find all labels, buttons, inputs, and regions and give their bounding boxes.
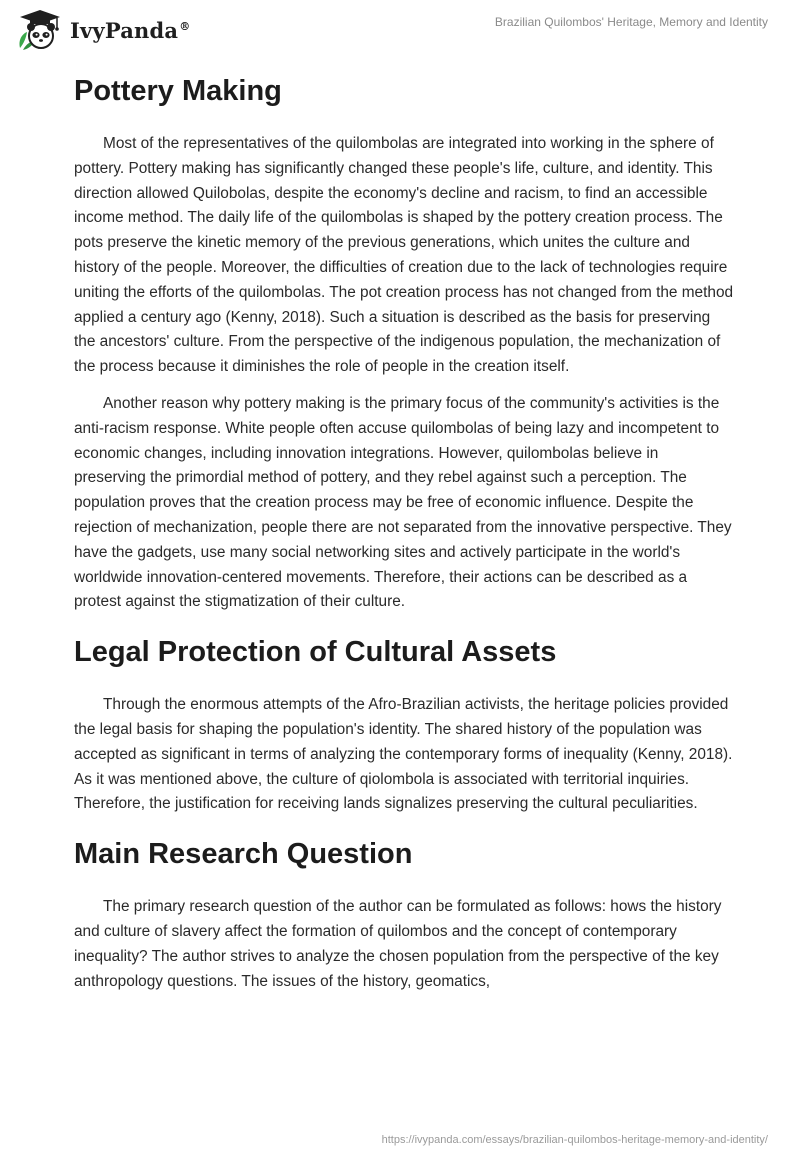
source-url-link[interactable]: https://ivypanda.com/essays/brazilian-quilombos-heritage-memory-and-identity/	[381, 1134, 768, 1146]
paragraph: Another reason why pottery making is the primary focus of the community's activities is the anti-racism response. White people often accuse quilombolas of being lazy and incompetent to economic changes, including innovation integrations. However, quilombolas believe in preserving the primordial method of pottery, and they rebel against such a perception. The population proves that the creation process may be free of economic influence. Despite the rejection of mechanization, people there are not separated from the innovative perspective. They have the gadgets, use many social networking sites and actively participate in the world's worldwide innovation-centered movements. Therefore, their actions can be described as a protest against the stigmatization of their culture.	[74, 394, 732, 611]
panda-graduate-icon	[14, 8, 66, 52]
paragraph: Through the enormous attempts of the Afro-Brazilian activists, the heritage policies provided the legal basis for shaping the population's identity. The shared history of the population was accepted as significant in terms of analyzing the contemporary forms of inequality (Kenny, 2018). As it was mentioned above, the culture of qiolombola is associated with territorial inquiries. Therefore, the justification for receiving lands signalizes preserving the cultural peculiarities.	[74, 696, 733, 813]
paragraph: Most of the representatives of the quilombolas are integrated into working in the sphere of pottery. Pottery making has significantly changed these people's life, culture, and identity. This direction allowed Quilobolas, despite the economy's decline and racism, to find an accessible income method. The daily life of the quilombolas is shaped by the pottery creation process. The pots preserve the kinetic memory of the previous generations, which unites the culture and history of the people. Moreover, the difficulties of creation due to the lack of technologies require uniting the efforts of the quilombolas. The pot creation process has not changed from the method applied a century ago (Kenny, 2018). Such a situation is described as the basis for preserving the ancestors' culture. From the perspective of the indigenous population, the mechanization of the process because it diminishes the role of people in the creation itself.	[74, 135, 734, 376]
brand-name: IvyPanda®	[70, 17, 191, 43]
section-heading-main-research-question: Main Research Question	[74, 838, 413, 871]
section-heading-legal-protection: Legal Protection of Cultural Assets	[74, 636, 557, 669]
ivypanda-logo[interactable]	[14, 8, 190, 52]
document-title: Brazilian Quilombos' Heritage, Memory and Identity	[494, 15, 768, 29]
page-header	[0, 0, 800, 60]
section-heading-pottery-making: Pottery Making	[74, 75, 282, 107]
registered-mark: ®	[179, 19, 191, 33]
essay-content	[74, 72, 734, 994]
paragraph: The primary research question of the author can be formulated as follows: hows the history and culture of slavery affect the formation of quilombos and the concept of contemporary inequality? The author strives to analyze the chosen population from the perspective of the key anthropology questions. The issues of the history, geomatics,	[74, 898, 722, 990]
